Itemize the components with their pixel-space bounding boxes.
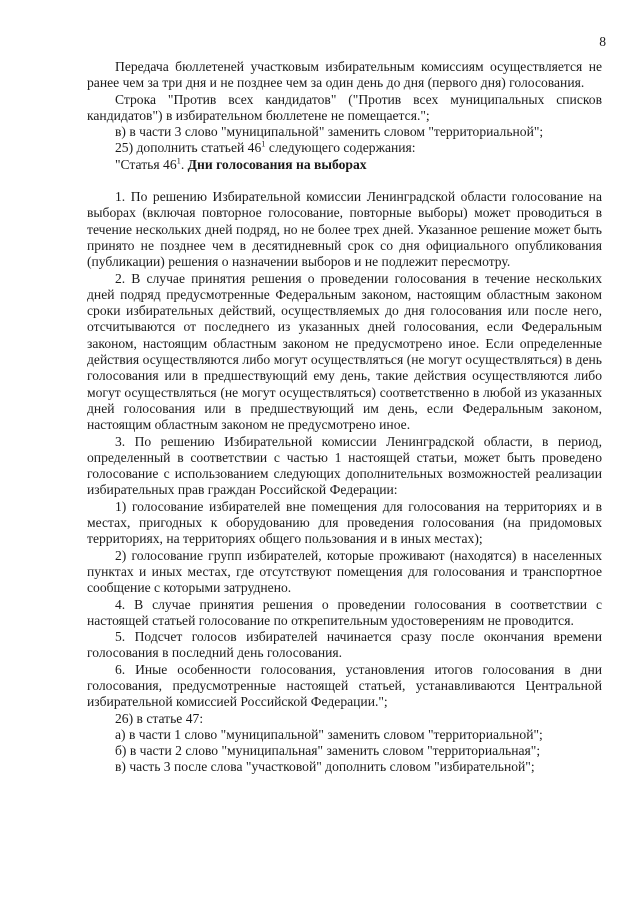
- amendment-item-26-a: а) в части 1 слово "муниципальной" заменить словом "территориальной";: [115, 726, 543, 742]
- article-part-3: 3. По решению Избирательной комиссии Ленинградской области, в период, определенный в соответствии с частью 1 настоящей статьи, может быть проведено голосование с использованием следующих дополнительных возможностей реализации избирательных прав граждан Российской Федерации:: [87, 433, 602, 498]
- amendment-item-25-text: 25) дополнить статьей 46: [115, 140, 262, 156]
- superscript: 1: [261, 138, 266, 149]
- page-number: 8: [599, 34, 606, 49]
- article-part-1: 1. По решению Избирательной комиссии Ленинградской области голосование на выборах (включая повторное голосование, повторные выборы) может проводиться в течение нескольких дней подряд, но не более трех дней. Указанное решение может быть принято не позднее чем в десятидневный срок со дня официального опубликования (публикации) решения о назначении выборов и не подлежит пересмотру.: [87, 189, 602, 270]
- article-separator: .: [180, 156, 188, 172]
- article-part-5: 5. Подсчет голосов избирателей начинается сразу после окончания времени голосования в последний день голосования.: [87, 629, 602, 661]
- article-part-3-item-1: 1) голосование избирателей вне помещения для голосования на территориях и в местах, пригодных к оборудованию для проведения голосования (на придомовых территориях, на территориях общего пользования и в иных местах);: [87, 498, 602, 547]
- article-part-2: 2. В случае принятия решения о проведении голосования в течение нескольких дней подряд предусмотренные Федеральным законом, настоящим областным законом сроки избирательных действий, осуществляемых до дня голосования или после него, отсчитываются от последнего из указанных дней голосования, если Федеральным законом, настоящим областным законом не предусмотрено иное. Если определенные действия осуществляются либо могут осуществляться (не могут осуществляться) в день голосования или в предшествующий ему день, такие действия осуществляются либо могут осуществляться (не могут осуществляться) соответственно в любой из указанных дней голосования или в предшествующий им день, если Федеральным законом, настоящим областным законом не предусмотрено иное.: [87, 270, 602, 433]
- document-body: [87, 59, 602, 776]
- article-heading: [87, 157, 602, 173]
- amendment-item-26-b: б) в части 2 слово "муниципальная" заменить словом "территориальная";: [115, 743, 541, 759]
- amendment-item-25: [87, 140, 602, 156]
- superscript: 1: [176, 155, 181, 166]
- amendment-item-25-tail: следующего содержания:: [265, 140, 416, 156]
- article-number: "Статья 46: [115, 156, 177, 172]
- amendment-item-v-part3: в) в части 3 слово "муниципальной" заменить словом "территориальной";: [115, 124, 544, 140]
- article-part-6: 6. Иные особенности голосования, установления итогов голосования в дни голосования, предусмотренные настоящей статьей, устанавливаются Центральной избирательной комиссией Российской Федерации.";: [87, 661, 602, 710]
- article-part-3-item-2: 2) голосование групп избирателей, которые проживают (находятся) в населенных пунктах и иных местах, где отсутствуют помещения для голосования и транспортное сообщение с которыми затруднено.: [87, 547, 602, 596]
- paragraph-against-all-line: Строка "Против всех кандидатов" ("Против всех муниципальных списков кандидатов") в избирательном бюллетене не помещается.";: [87, 91, 602, 123]
- article-title: Дни голосования на выборах: [187, 156, 367, 172]
- amendment-item-26-v: в) часть 3 после слова "участковой" дополнить словом "избирательной";: [115, 759, 535, 775]
- amendment-item-26: 26) в статье 47:: [115, 710, 204, 726]
- paragraph-ballot-transfer: Передача бюллетеней участковым избирательным комиссиям осуществляется не ранее чем за три дня и не позднее чем за один день до дня (первого дня) голосования.: [87, 59, 602, 91]
- article-part-4: 4. В случае принятия решения о проведении голосования в соответствии с настоящей статьей голосование по открепительным удостоверениям не проводится.: [87, 596, 602, 628]
